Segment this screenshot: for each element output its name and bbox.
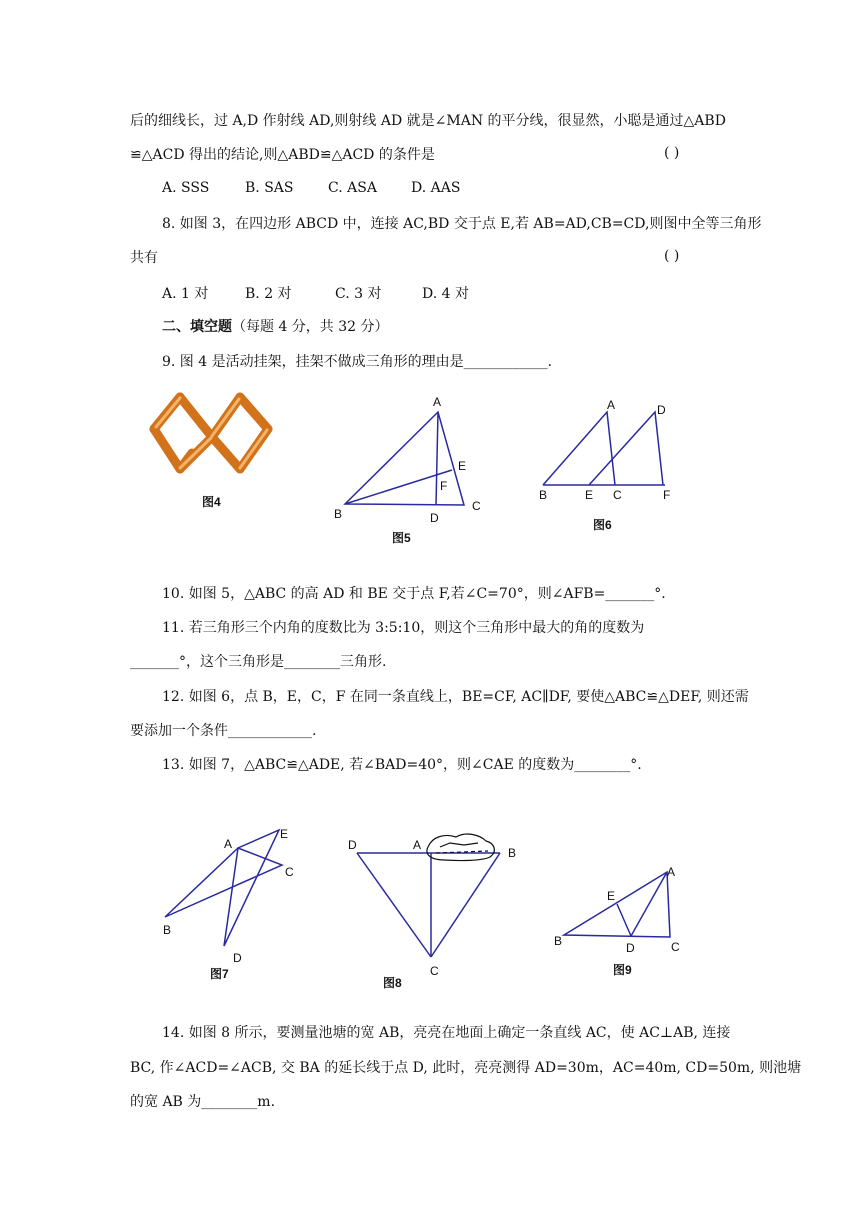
fig7-label-e: E — [280, 827, 289, 841]
section-heading — [162, 317, 389, 337]
fig7-label-d: D — [233, 951, 242, 965]
fig5-label-d: D — [430, 511, 439, 525]
q9-text: 9. 图 4 是活动挂架，挂架不做成三角形的理由是____________. — [162, 354, 553, 370]
fig5-label-c: C — [472, 499, 481, 513]
q11-text-line2: _______°，这个三角形是________三角形. — [130, 654, 387, 670]
figure-4 — [140, 385, 280, 515]
fig7-caption: 图7 — [210, 967, 229, 981]
figure-7 — [155, 820, 315, 990]
fig8-label-a: A — [413, 838, 422, 852]
fig8-pond — [427, 834, 494, 861]
figure-5 — [330, 390, 490, 550]
q8-option-b: B. 2 对 — [245, 286, 292, 302]
q7-option-a: A. SSS — [162, 180, 210, 196]
fig9-caption: 图9 — [613, 963, 632, 977]
q14-text-line1: 14. 如图 8 所示，要测量池塘的宽 AB，亮亮在地面上确定一条直线 AC，使 AC⊥AB, 连接 — [162, 1025, 731, 1041]
fig9-label-b: B — [554, 934, 563, 948]
fig6-label-f: F — [663, 488, 671, 502]
fig5-label-b: B — [334, 507, 343, 521]
fig5-caption: 图5 — [392, 531, 411, 545]
q13-text: 13. 如图 7，△ABC≌△ADE, 若∠BAD=40°，则∠CAE 的度数为________°. — [162, 757, 642, 773]
section-title: 二、填空题 — [162, 319, 232, 335]
q12-text-line1: 12. 如图 6，点 B，E，C，F 在同一条直线上，BE=CF, AC∥DF, 要使△ABC≌△DEF, 则还需 — [162, 689, 749, 705]
q7-text-line1: 后的细线长，过 A,D 作射线 AD,则射线 AD 就是∠MAN 的平分线，很显然，小聪是通过△ABD — [130, 113, 726, 129]
fig8-caption: 图8 — [383, 976, 402, 990]
fig8-lines — [357, 853, 500, 957]
q8-text-line2: 共有 — [130, 250, 158, 266]
fig9-lines — [564, 872, 670, 937]
q7-text-line2: ≌△ACD 得出的结论,则△ABD≌△ACD 的条件是 — [130, 147, 435, 163]
fig9-label-a: A — [667, 865, 676, 879]
fig7-label-a: A — [224, 837, 233, 851]
q8-option-a: A. 1 对 — [162, 286, 209, 302]
q7-option-c: C. ASA — [328, 180, 377, 196]
fig7-label-c: C — [285, 865, 294, 879]
fig9-label-d: D — [626, 941, 635, 955]
fig5-label-a: A — [433, 395, 442, 409]
fig6-label-a: A — [607, 398, 616, 412]
q7-option-b: B. SAS — [245, 180, 294, 196]
fig6-lines — [543, 412, 665, 485]
q14-text-line3: 的宽 AB 为________m. — [130, 1094, 276, 1110]
fig4-caption: 图4 — [202, 495, 221, 509]
fig5-label-f: F — [440, 479, 448, 493]
fig8-label-c: C — [430, 964, 439, 978]
fig5-label-e: E — [458, 459, 467, 473]
q12-text-line2: 要添加一个条件____________. — [130, 723, 317, 739]
fig6-label-b: B — [539, 488, 548, 502]
figure-8 — [340, 825, 530, 995]
q8-option-d: D. 4 对 — [422, 286, 469, 302]
fig9-label-c: C — [671, 940, 680, 954]
fig8-label-d: D — [348, 838, 357, 852]
q7-option-d: D. AAS — [411, 180, 461, 196]
figure-9 — [550, 860, 700, 985]
q14-text-line2: BC, 作∠ACD=∠ACB, 交 BA 的延长线于点 D, 此时，亮亮测得 AD=30m，AC=40m, CD=50m, 则池塘 — [130, 1060, 802, 1076]
fig9-label-e: E — [607, 889, 616, 903]
fig7-label-b: B — [163, 923, 172, 937]
fig8-label-b: B — [508, 846, 517, 860]
q8-text-line1: 8. 如图 3，在四边形 ABCD 中，连接 AC,BD 交于点 E,若 AB=AD,CB=CD,则图中全等三角形 — [162, 216, 762, 232]
q10-text: 10. 如图 5，△ABC 的高 AD 和 BE 交于点 F,若∠C=70°，则∠AFB=_______°. — [162, 586, 666, 602]
q7-answer-paren: ( ) — [664, 145, 680, 161]
section-note: （每题 4 分，共 32 分） — [232, 319, 389, 335]
fig6-label-d: D — [657, 403, 666, 417]
q8-option-c: C. 3 对 — [335, 286, 382, 302]
q8-answer-paren: ( ) — [664, 248, 680, 264]
fig6-caption: 图6 — [593, 518, 612, 532]
fig6-label-e: E — [585, 488, 594, 502]
q11-text-line1: 11. 若三角形三个内角的度数比为 3:5:10，则这个三角形中最大的角的度数为 — [162, 620, 645, 636]
fig6-label-c: C — [613, 488, 622, 502]
figure-6 — [535, 395, 695, 535]
